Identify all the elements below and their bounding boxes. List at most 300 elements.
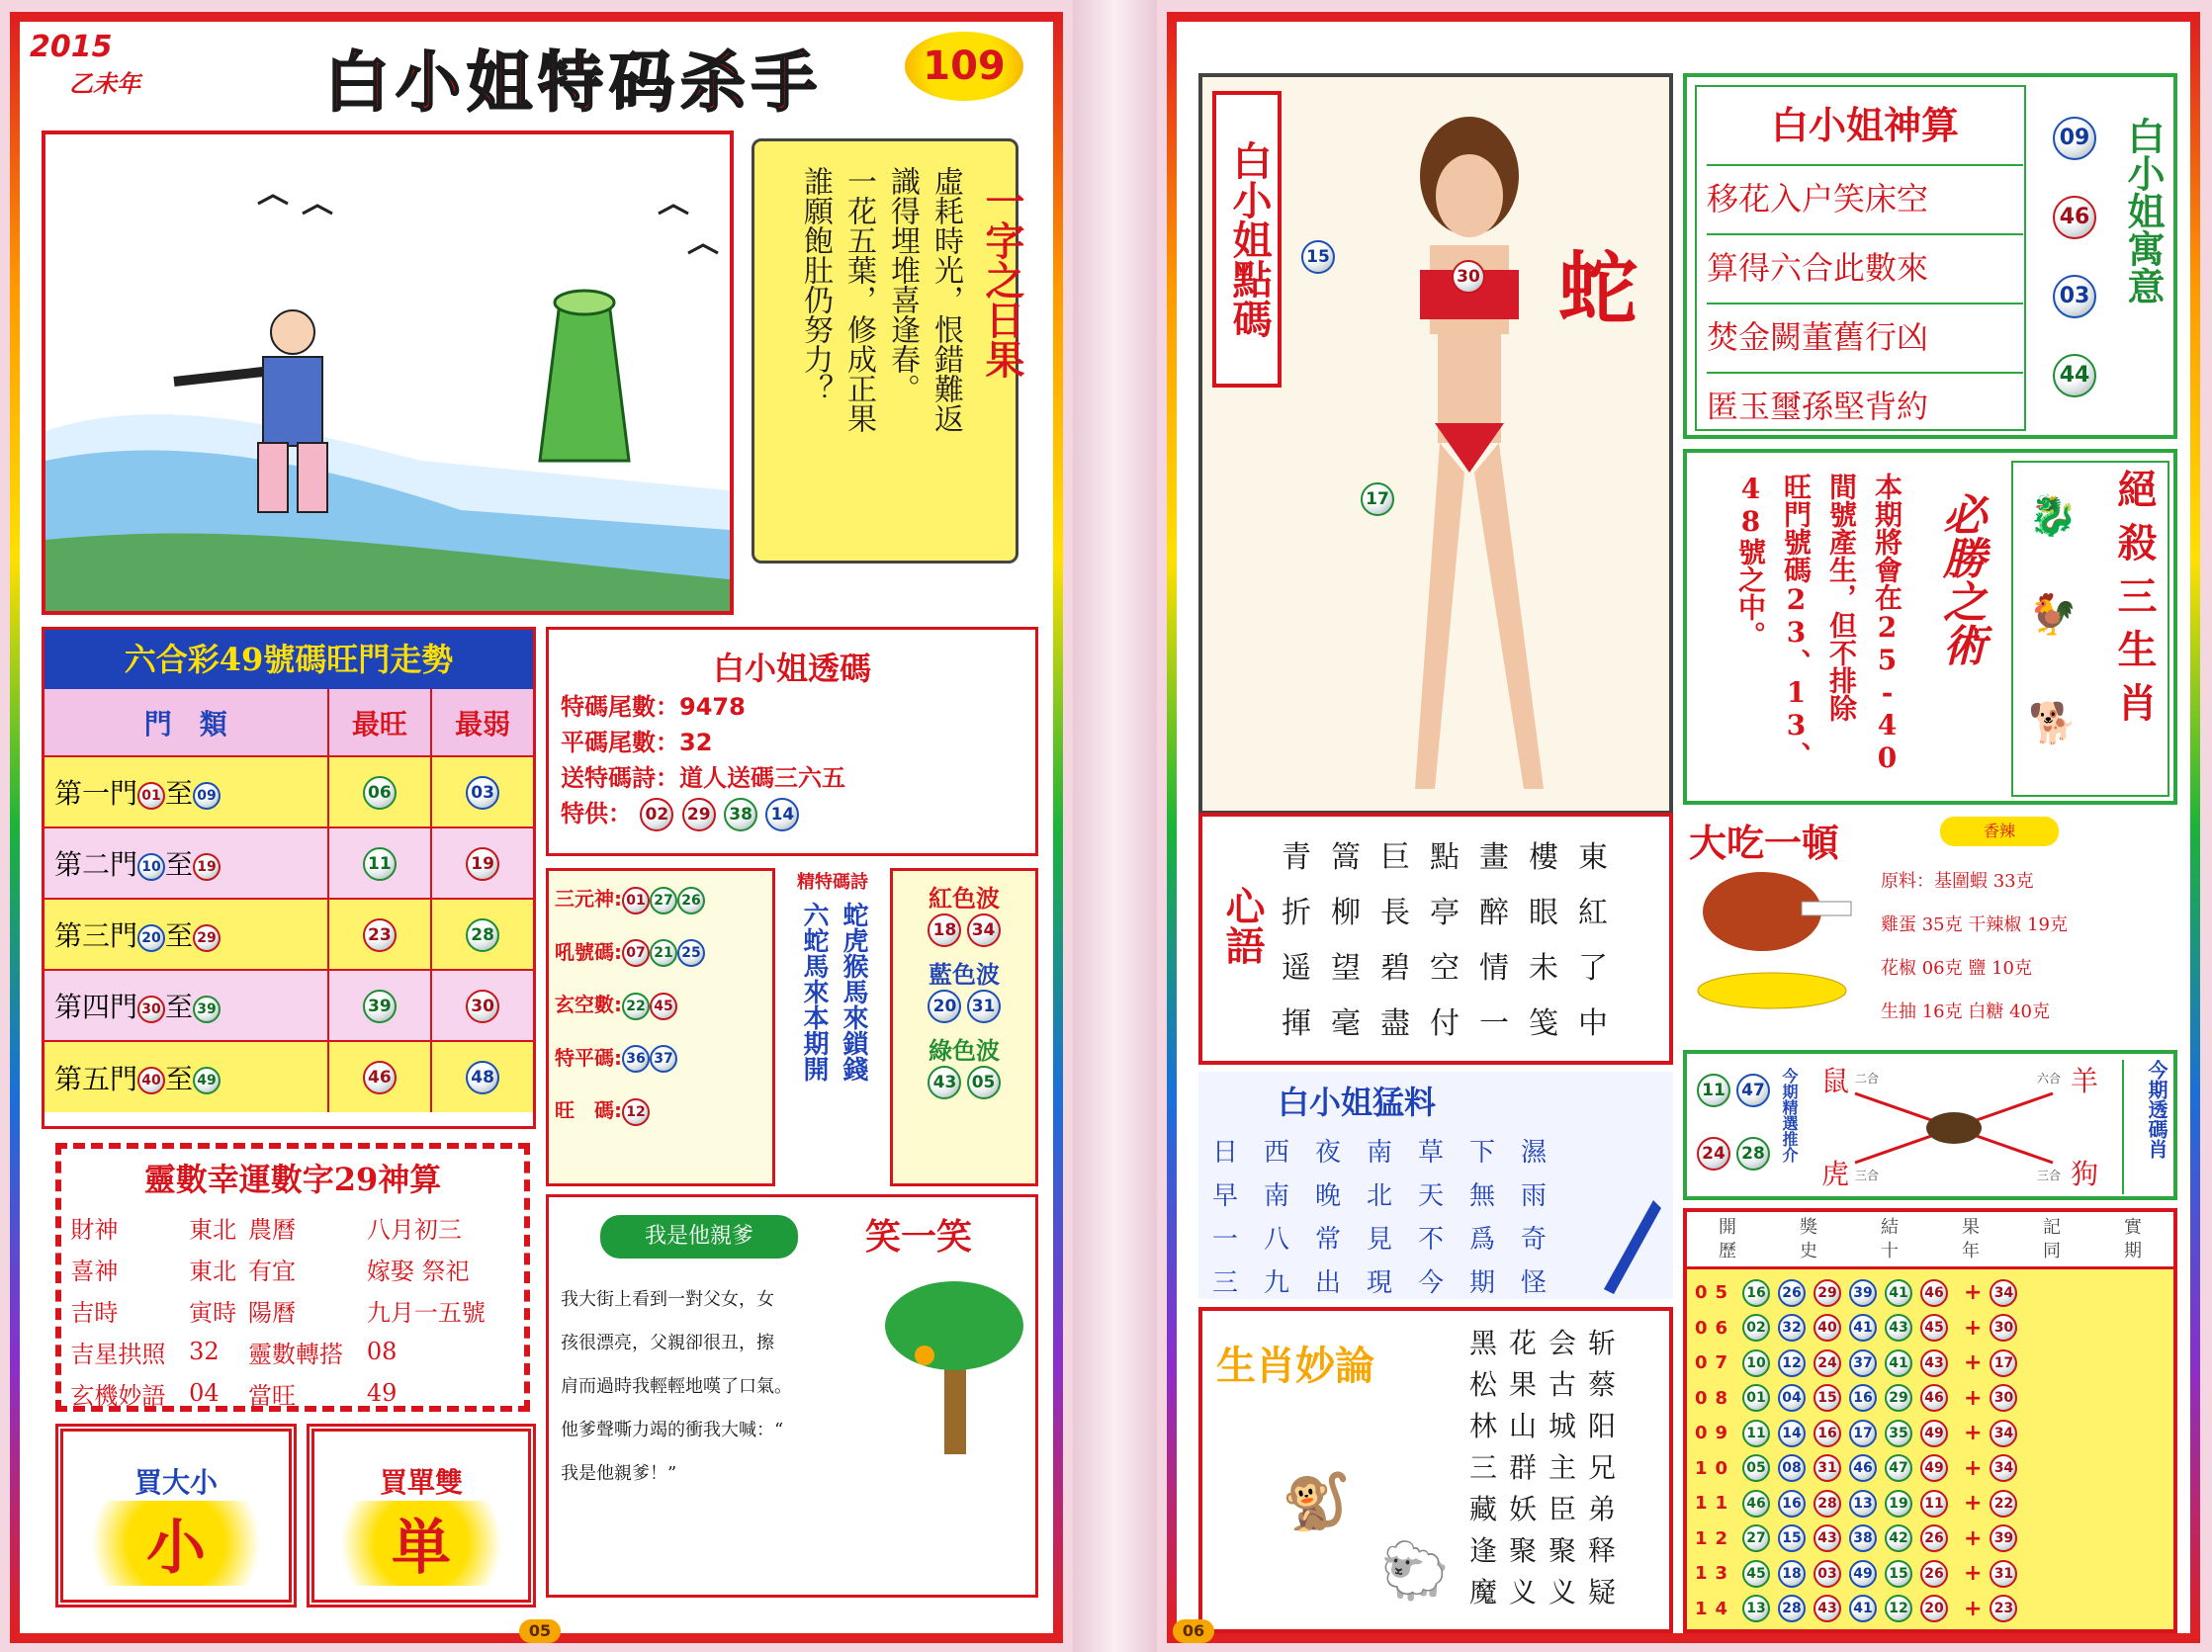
history-ball: 47 [1885, 1454, 1912, 1482]
code-label: 特平碼: [555, 1045, 622, 1070]
dianma-ball: 30 [1452, 260, 1485, 294]
sheep-icon: 🐑 [1380, 1539, 1450, 1604]
history-header-char: 果 [1962, 1217, 1980, 1238]
history-ball: 11 [1742, 1420, 1770, 1447]
big-small-box [55, 1424, 297, 1608]
number-ball: 30 [137, 996, 165, 1023]
trend-table [44, 689, 533, 1112]
poem-line-3: 一花五葉，修成正果 [841, 166, 876, 433]
plus-sign: + [1964, 1455, 1983, 1481]
page-number-right: 06 [1173, 1619, 1214, 1643]
zodiac-sub: 三合 [2037, 1169, 2062, 1182]
cell: 九月一五號 [366, 1298, 486, 1327]
zodiac-sub: 二合 [1855, 1072, 1880, 1086]
meal-line: 原料：基圍蝦 33克 [1881, 871, 2034, 892]
special-ball: 39 [1990, 1524, 2017, 1552]
cell: 吉時 [70, 1298, 119, 1327]
shengxiao-row: 松果古蔡 [1469, 1368, 1629, 1401]
code-ball: 01 [622, 887, 650, 914]
number-ball: 19 [193, 853, 221, 881]
menglia-row: 早南晚北天無雨 [1212, 1181, 1573, 1211]
code-label: 玄空數: [555, 993, 622, 1016]
bisheng-line: 旺門號碼23、13、 [1780, 473, 1813, 769]
special-ball: 34 [1990, 1420, 2017, 1447]
plus-sign: + [1964, 1350, 1983, 1376]
zodiac-sub: 六合 [2037, 1072, 2062, 1086]
flat-tail-label: 平碼尾數： [561, 729, 679, 756]
plus-sign: + [1964, 1561, 1983, 1587]
joke-line: 肩而過時我輕輕地嘆了口氣。 [561, 1376, 792, 1397]
year-badge [30, 30, 178, 99]
history-header-char: 結 [1881, 1217, 1899, 1238]
history-ball: 13 [1849, 1490, 1877, 1518]
number-ball: 09 [193, 782, 221, 810]
code-ball: 21 [650, 939, 677, 967]
list-item [555, 1042, 766, 1074]
bisheng-line: 48號之中。 [1734, 473, 1767, 649]
lucky-box [55, 1143, 530, 1412]
book-spine [1073, 0, 1157, 1652]
history-ball: 05 [1742, 1454, 1770, 1482]
shengxiao-row: 林山城阳 [1469, 1410, 1629, 1442]
shengxiao-row: 逢聚聚释 [1469, 1534, 1629, 1567]
number-ball: 40 [137, 1067, 165, 1094]
sep-text: 至 [165, 991, 194, 1023]
sep-text: 至 [165, 1062, 194, 1095]
cell: 08 [366, 1338, 398, 1365]
trend-header-hot: 最旺 [328, 689, 432, 756]
table-row [44, 827, 533, 899]
history-ball: 14 [1778, 1420, 1806, 1447]
trend-table-box [42, 627, 536, 1129]
shensuan-ball: 44 [2053, 354, 2096, 397]
dragon-icon: 🐉 [2028, 493, 2078, 539]
trend-title: 六合彩49號碼旺門走勢 [44, 630, 533, 689]
dianma-ball: 17 [1361, 482, 1394, 516]
odd-even-label: 買單雙 [379, 1466, 463, 1499]
list-item [555, 1094, 766, 1126]
odd-even-box [307, 1424, 536, 1608]
history-ball: 29 [1885, 1384, 1912, 1412]
history-year: 08 [1695, 1387, 1736, 1409]
shengxiao-row: 三群主兄 [1469, 1451, 1629, 1484]
bisheng-box [1683, 449, 2177, 805]
shensuan-box [1683, 73, 2177, 439]
history-ball: 43 [1885, 1314, 1912, 1342]
history-ball: 12 [1885, 1595, 1912, 1622]
dianma-ball: 15 [1301, 240, 1335, 274]
code-ball: 45 [650, 993, 677, 1020]
special-ball: 34 [1990, 1454, 2017, 1482]
supply-label: 特供： [561, 800, 632, 827]
poem-scroll [752, 138, 1025, 564]
xinyu-row: 折柳長亭醉眼紅 [1282, 896, 1628, 930]
table-row [70, 1372, 514, 1414]
menglia-row: 三九出現今期怪 [1212, 1268, 1573, 1298]
history-header [1687, 1212, 2173, 1269]
odd-even-value: 単 [314, 1501, 528, 1586]
cell: 玄機妙語 [70, 1381, 166, 1410]
history-year: 12 [1695, 1527, 1736, 1549]
history-ball: 28 [1778, 1595, 1806, 1622]
joke-line: 我是他親爹！” [561, 1463, 677, 1484]
history-ball: 27 [1742, 1524, 1770, 1552]
history-ball: 46 [1920, 1279, 1948, 1307]
shensuan-line: 匿玉璽孫堅背約 [1707, 372, 2023, 427]
table-row [1695, 1416, 2166, 1451]
wave-ball: 05 [967, 1066, 1001, 1099]
monkey-icon: 🐒 [1282, 1470, 1351, 1534]
issue-badge: 109 [905, 32, 1023, 101]
cold-ball: 48 [466, 1061, 499, 1094]
table-row [1695, 1275, 2166, 1311]
table-row [70, 1331, 514, 1372]
zodiac-rat: 鼠 [1821, 1065, 1850, 1097]
history-ball: 39 [1849, 1279, 1877, 1307]
sep-text: 至 [165, 919, 194, 952]
special-ball: 22 [1990, 1490, 2017, 1518]
table-row [1695, 1486, 2166, 1522]
plus-sign: + [1964, 1491, 1983, 1517]
menglia-title: 白小姐猛料 [1277, 1084, 1436, 1121]
special-ball: 34 [1990, 1279, 2017, 1307]
sep-text: 至 [165, 848, 194, 881]
codes-box [546, 868, 775, 1186]
cell: 04 [189, 1379, 220, 1407]
list-item [555, 936, 766, 968]
cell: 農曆 [248, 1215, 297, 1244]
history-header-char: 開 [1719, 1217, 1736, 1238]
cell: 東北 [189, 1257, 237, 1285]
shensuan-title: 白小姐神算 [1770, 103, 1959, 147]
history-box [1683, 1208, 2177, 1633]
tuijie-ball: 11 [1697, 1074, 1730, 1107]
wave-blue-label: 藍色波 [929, 961, 1000, 989]
history-ball: 45 [1742, 1560, 1770, 1588]
cold-ball: 30 [466, 990, 499, 1023]
row-label: 第二門 [54, 848, 138, 881]
history-ball: 41 [1849, 1314, 1877, 1342]
code-ball: 27 [650, 887, 677, 914]
plus-sign: + [1964, 1596, 1983, 1621]
history-ball: 20 [1920, 1595, 1948, 1622]
wave-red-label: 紅色波 [929, 885, 1000, 913]
poem2-col-1: 蛇虎猴馬來鎖錢 [839, 902, 868, 1082]
xinyu-label: 心語 [1219, 886, 1266, 965]
table-row [1695, 1381, 2166, 1417]
cell: 嫁娶 祭祀 [366, 1257, 470, 1285]
poem-line-1: 虛耗時光，恨錯難返 [929, 166, 963, 433]
history-ball: 49 [1849, 1560, 1877, 1588]
history-ball: 26 [1920, 1524, 1948, 1552]
history-rows [1687, 1269, 2173, 1632]
poem-line-2: 識得埋堆喜逢春。 [885, 166, 920, 403]
history-ball: 15 [1814, 1384, 1841, 1412]
number-ball: 29 [193, 924, 221, 952]
plus-sign: + [1964, 1280, 1983, 1306]
poem-label: 送特碼詩： [561, 764, 679, 792]
history-header-char: 歷 [1719, 1241, 1736, 1261]
history-ball: 40 [1814, 1314, 1841, 1342]
history-ball: 32 [1778, 1314, 1806, 1342]
xinyu-row: 揮毫盡付一笺中 [1282, 1006, 1628, 1041]
tail-label: 特碼尾數： [561, 693, 679, 721]
cell: 32 [189, 1338, 220, 1365]
shengxiao-title: 生肖妙論 [1216, 1343, 1374, 1389]
wave-ball: 20 [928, 990, 961, 1023]
history-header-char: 獎 [1800, 1217, 1817, 1238]
hot-ball: 39 [363, 990, 397, 1023]
history-header-char: 同 [2043, 1241, 2061, 1261]
history-ball: 41 [1849, 1595, 1877, 1622]
history-ball: 17 [1849, 1420, 1877, 1447]
row-label: 第四門 [54, 991, 138, 1023]
joke-line: 我大街上看到一對父女，女 [561, 1289, 774, 1310]
hot-ball: 23 [363, 918, 397, 952]
history-ball: 46 [1742, 1490, 1770, 1518]
illustration [45, 134, 730, 611]
tou-ma-box [546, 627, 1038, 856]
history-ball: 42 [1885, 1524, 1912, 1552]
table-row [1695, 1346, 2166, 1381]
history-header-char: 史 [1800, 1241, 1817, 1261]
sep-text: 至 [165, 777, 194, 810]
cold-ball: 28 [466, 918, 499, 952]
model-photo [1321, 97, 1618, 809]
menglia-row: 一八常見不爲奇 [1212, 1225, 1573, 1255]
history-ball: 02 [1742, 1314, 1770, 1342]
lucky-title: 靈數幸運數字29神算 [143, 1161, 442, 1198]
cell: 喜神 [70, 1257, 119, 1285]
code-ball: 36 [622, 1045, 650, 1073]
wave-ball: 43 [928, 1066, 961, 1099]
rooster-icon: 🐓 [2028, 592, 2078, 638]
meal-line: 生抽 16克 白糖 40克 [1881, 1001, 2050, 1022]
history-ball: 16 [1778, 1490, 1806, 1518]
tail-value: 9478 [679, 693, 746, 721]
special-ball: 17 [1990, 1349, 2017, 1377]
supply-ball: 29 [682, 798, 716, 831]
dianma-title: 白小姐點碼 [1212, 91, 1282, 388]
row-label: 第三門 [54, 919, 138, 952]
history-year: 09 [1695, 1423, 1736, 1444]
list-item [555, 989, 766, 1020]
joke-title: 我是他親爹 [600, 1215, 798, 1259]
palm-tree-illustration [885, 1266, 1033, 1454]
shensuan-line: 移花入户笑床空 [1707, 164, 2023, 219]
cell: 吉星拱照 [70, 1340, 166, 1368]
xinyu-row: 青篙巨點畫樓東 [1282, 840, 1628, 875]
bisheng-title: 必勝之術 [1935, 492, 1986, 666]
cell: 陽曆 [248, 1298, 297, 1327]
cell: 東北 [189, 1215, 237, 1244]
big-small-label: 買大小 [133, 1466, 218, 1499]
touma-label: 今期透碼肖 [2122, 1060, 2171, 1194]
cell: 寅時 [189, 1298, 237, 1327]
hot-ball: 06 [363, 776, 397, 810]
zodiac-sub: 三合 [1855, 1169, 1880, 1182]
row-label: 第一門 [54, 777, 138, 810]
history-header-char: 年 [1962, 1241, 1980, 1261]
tou-ma-title: 白小姐透碼 [712, 650, 871, 687]
history-ball: 01 [1742, 1384, 1770, 1412]
cell: 有宜 [248, 1257, 297, 1285]
history-ball: 16 [1849, 1384, 1877, 1412]
wave-ball: 31 [967, 990, 1001, 1023]
lucky-table [70, 1206, 514, 1414]
table-row [70, 1248, 514, 1289]
history-ball: 49 [1920, 1420, 1948, 1447]
supply-ball: 38 [724, 798, 757, 831]
history-ball: 15 [1778, 1524, 1806, 1552]
history-ball: 16 [1814, 1420, 1841, 1447]
history-ball: 43 [1920, 1349, 1948, 1377]
number-ball: 01 [137, 782, 165, 810]
row-label: 第五門 [54, 1062, 138, 1095]
photo-panel [1198, 73, 1673, 815]
table-row [44, 970, 533, 1041]
plus-sign: + [1964, 1525, 1983, 1551]
shensuan-ball: 09 [2053, 117, 2096, 160]
history-ball: 49 [1920, 1454, 1948, 1482]
left-page [10, 12, 1063, 1643]
menglia-row: 日西夜南草下濕 [1212, 1138, 1573, 1168]
trend-header-cold: 最弱 [431, 689, 533, 756]
code-ball: 26 [677, 887, 705, 914]
number-ball: 10 [137, 853, 165, 881]
waves-box [890, 868, 1038, 1186]
history-ball: 16 [1742, 1279, 1770, 1307]
special-ball: 30 [1990, 1384, 2017, 1412]
juesha-title: 絕殺三生肖 [2111, 469, 2158, 736]
history-ball: 26 [1920, 1560, 1948, 1588]
poem2-box [783, 868, 882, 1186]
history-ball: 15 [1885, 1560, 1912, 1588]
plus-sign: + [1964, 1385, 1983, 1411]
poem-line-4: 誰願飽肚仍努力？ [798, 166, 833, 403]
table-row [70, 1289, 514, 1331]
history-ball: 43 [1814, 1524, 1841, 1552]
joke-tag: 笑一笑 [865, 1216, 973, 1258]
history-ball: 46 [1849, 1454, 1877, 1482]
history-ball: 41 [1885, 1349, 1912, 1377]
page-title: 白小姐特码杀手 [324, 43, 823, 121]
zodiac-tiger: 虎 [1821, 1158, 1850, 1190]
table-row [44, 756, 533, 827]
history-ball: 08 [1778, 1454, 1806, 1482]
arrows-diagram [1845, 1084, 2063, 1173]
history-header-char: 期 [2124, 1241, 2142, 1261]
yuyi-title: 白小姐寓意 [2121, 117, 2166, 304]
cell: 49 [366, 1379, 398, 1407]
cell: 八月初三 [366, 1215, 462, 1244]
history-ball: 31 [1814, 1454, 1841, 1482]
zodiac-year: 乙未年 [69, 70, 140, 98]
history-ball: 10 [1742, 1349, 1770, 1377]
wave-ball: 34 [967, 913, 1001, 947]
history-ball: 11 [1920, 1490, 1948, 1518]
cell: 靈數轉搭 [248, 1340, 344, 1368]
table-row [1695, 1522, 2166, 1557]
history-ball: 04 [1778, 1384, 1806, 1412]
special-ball: 31 [1990, 1560, 2017, 1588]
cell: 當旺 [248, 1381, 297, 1410]
number-ball: 49 [193, 1067, 221, 1094]
xinyu-row: 遥望碧空情未了 [1282, 951, 1628, 986]
shensuan-line: 算得六合此數來 [1707, 233, 2023, 289]
wave-green-label: 綠色波 [929, 1037, 1000, 1065]
zodiac-sheep: 羊 [2071, 1065, 2099, 1097]
tuijie-ball: 47 [1736, 1074, 1770, 1107]
history-year: 11 [1695, 1493, 1736, 1515]
cold-ball: 03 [466, 776, 499, 810]
supply-ball: 14 [765, 798, 799, 831]
special-ball: 23 [1990, 1595, 2017, 1622]
history-header-char: 實 [2124, 1217, 2142, 1238]
history-header-char: 記 [2043, 1217, 2061, 1238]
table-row [1695, 1311, 2166, 1347]
poem-value: 道人送碼三六五 [679, 764, 845, 792]
tuijie-label: 今期精選推介 [1780, 1068, 1799, 1163]
meal-box [1683, 813, 2177, 1040]
history-year: 14 [1695, 1598, 1736, 1619]
right-page [1167, 12, 2200, 1643]
plus-sign: + [1964, 1421, 1983, 1446]
poem2-title: 精特碼詩 [797, 872, 868, 893]
zodiac-dog: 狗 [2071, 1158, 2099, 1190]
history-ball: 46 [1920, 1384, 1948, 1412]
history-ball: 29 [1814, 1279, 1841, 1307]
history-ball: 37 [1849, 1349, 1877, 1377]
history-year: 13 [1695, 1563, 1736, 1585]
history-year: 05 [1695, 1282, 1736, 1304]
special-ball: 30 [1990, 1314, 2017, 1342]
history-ball: 35 [1885, 1420, 1912, 1447]
meal-tag: 香辣 [1940, 817, 2059, 846]
number-ball: 39 [193, 996, 221, 1023]
tuijie-ball: 28 [1736, 1137, 1770, 1171]
shensuan-ball: 03 [2053, 275, 2096, 318]
code-label: 旺 碼: [555, 1098, 622, 1122]
code-ball: 22 [622, 993, 650, 1020]
meal-line: 花椒 06克 鹽 10克 [1881, 958, 2032, 979]
history-ball: 28 [1814, 1490, 1841, 1518]
shengxiao-row: 魔义义疑 [1469, 1576, 1629, 1609]
hot-ball: 46 [363, 1061, 397, 1094]
illustration-frame [42, 130, 734, 615]
shensuan-line: 焚金闕董舊行凶 [1707, 303, 2023, 358]
wave-ball: 18 [928, 913, 961, 947]
code-label: 吼號碼: [555, 939, 622, 964]
history-ball: 13 [1742, 1595, 1770, 1622]
code-label: 三元神: [555, 887, 622, 911]
table-row [44, 1041, 533, 1112]
cold-ball: 19 [466, 847, 499, 881]
menglia-box [1198, 1072, 1673, 1299]
shengxiao-row: 黑花会斩 [1469, 1327, 1629, 1359]
joke-line: 孩很漂亮，父親卻很丑，擦 [561, 1333, 774, 1353]
history-year: 10 [1695, 1457, 1736, 1479]
code-ball: 12 [622, 1098, 650, 1126]
list-item [555, 883, 766, 914]
joke-line: 他爹聲嘶力竭的衝我大喊：“ [561, 1420, 784, 1440]
shensuan-ball: 46 [2053, 196, 2096, 239]
shengxiao-row: 藏妖臣弟 [1469, 1493, 1629, 1525]
xinyu-box [1198, 813, 1673, 1065]
meal-line: 雞蛋 35克 干辣椒 19克 [1881, 914, 2068, 935]
poem2-col-2: 六蛇馬來本期開 [799, 902, 829, 1082]
shengxiao-box [1198, 1307, 1673, 1633]
